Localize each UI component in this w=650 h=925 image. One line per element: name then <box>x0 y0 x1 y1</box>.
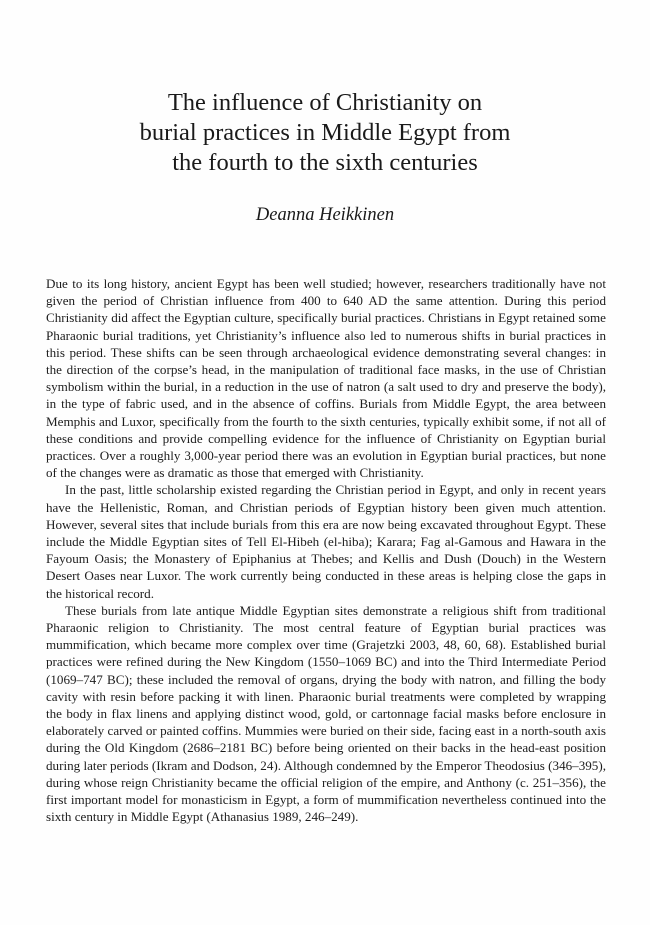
body-paragraph: Due to its long history, ancient Egypt has been well studied; however, researchers traditionally have not given the period of Christian influence from 400 to 640 AD the same attention. During this period Christianity did affect the Egyptian culture, specifically burial practices. Christians in Egypt retained some Pharaonic burial traditions, yet Christianity’s influence also led to numerous shifts in burial practices in this period. These shifts can be seen through archaeological evidence demonstrating several changes: in the direction of the corpse’s head, in the manipulation of traditional face masks, in the use of Christian symbolism within the burial, in a reduction in the use of natron (a salt used to dry and preserve the body), in the type of fabric used, and in the absence of coffins. Burials from Middle Egypt, the area between Memphis and Luxor, specifically from the fourth to the sixth centuries, typically exhibit some, if not all of these conditions and provide compelling evidence for the influence of Christianity on Egyptian burial practices. Over a roughly 3,000-year period there was an evolution in Egyptian burial practices, but none of the changes were as dramatic as those that emerged with Christianity. <box>46 276 606 481</box>
body-paragraph: In the past, little scholarship existed regarding the Christian period in Egypt, and only in recent years have the Hellenistic, Roman, and Christian periods of Egyptian history been given much attention. However, several sites that include burials from this era are now being excavated throughout Egypt. These include the Middle Egyptian sites of Tell El-Hibeh (el-hiba); Karara; Fag al-Gamous and Hawara in the Fayoum Oasis; the Monastery of Epiphanius at Thebes; and Kellis and Dush (Douch) in the Western Desert Oases near Luxor. The work currently being conducted in these areas is helping close the gaps in the historical record. <box>46 482 606 601</box>
body-paragraph: These burials from late antique Middle Egyptian sites demonstrate a religious shift from traditional Pharaonic religion to Christianity. The most central feature of Egyptian burial practices was mummification, which became more complex over time (Grajetzki 2003, 48, 60, 68). Established burial practices were refined during the New Kingdom (1550–1069 BC) and into the Third Intermediate Period (1069–747 BC); these included the removal of organs, drying the body with natron, and filling the body cavity with resin before packing it with linen. Pharaonic burial treatments were completed by wrapping the body in flax linens and applying distinct wood, gold, or cartonnage facial masks before enclosure in elaborately carved or painted coffins. Mummies were buried on their side, facing east in a north-south axis during the Old Kingdom (2686–2181 BC) before being oriented on their backs in the head-east position during later periods (Ikram and Dodson, 24). Although condemned by the Emperor Theodosius (346–395), during whose reign Christianity became the official religion of the empire, and Anthony (c. 251–356), the first important model for monasticism in Egypt, a form of mummification nevertheless continued into the sixth century in Middle Egypt (Athanasius 1989, 246–249). <box>46 602 606 825</box>
article-body <box>46 275 606 826</box>
title-line: the fourth to the sixth centuries <box>172 149 478 176</box>
article-title <box>60 88 590 178</box>
title-line: burial practices in Middle Egypt from <box>139 119 511 146</box>
title-line: The influence of Christianity on <box>167 89 483 116</box>
author-name: Deanna Heikkinen <box>255 205 395 225</box>
